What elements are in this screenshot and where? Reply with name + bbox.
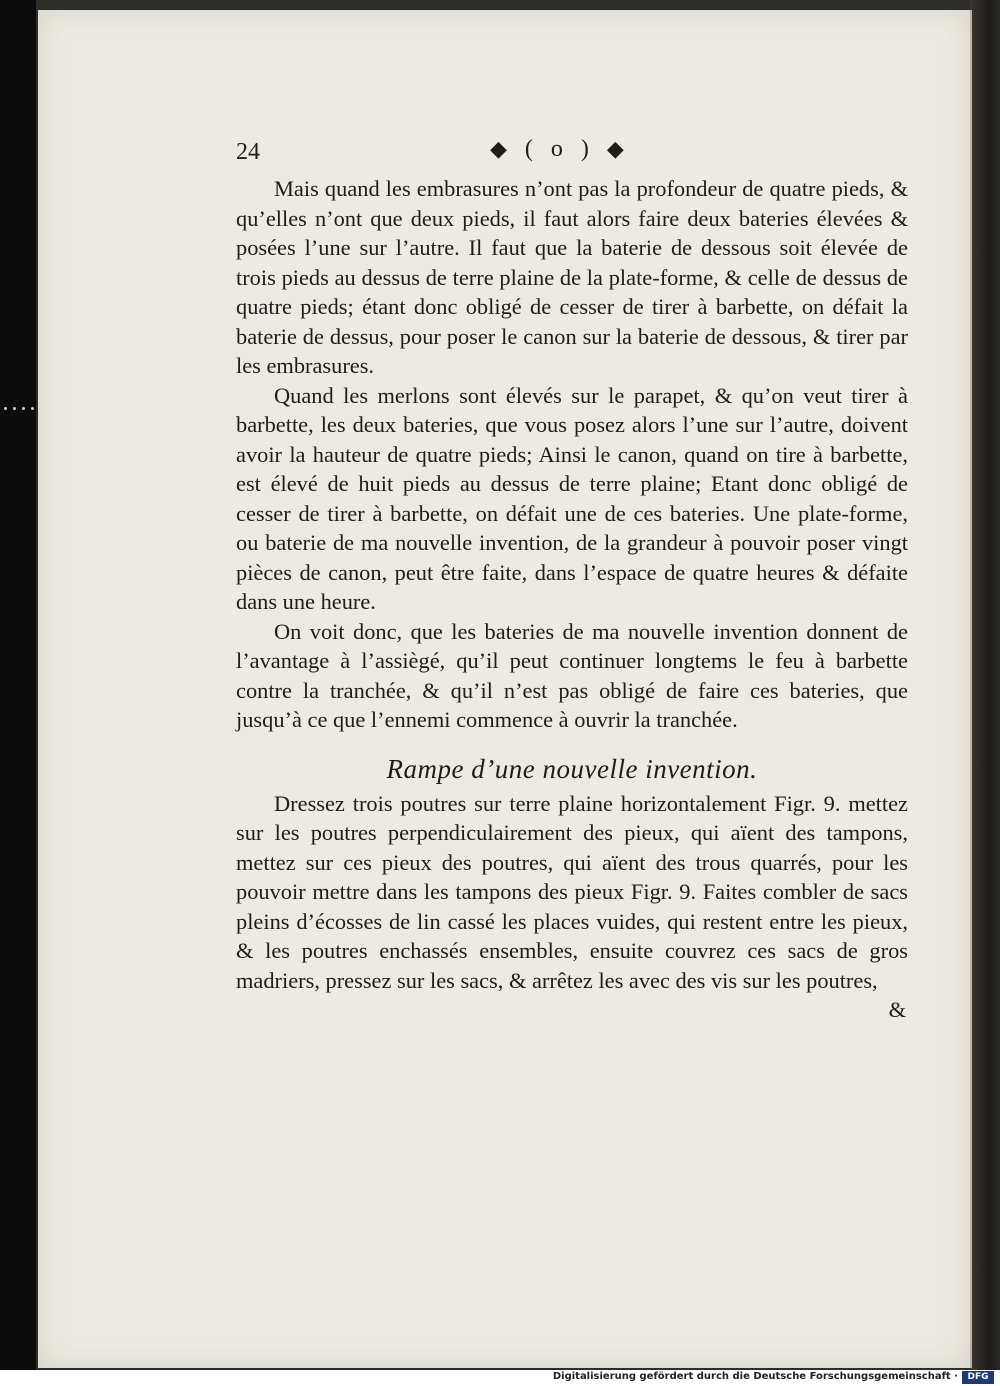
scan-ruler-dots bbox=[2, 405, 36, 413]
header-ornament-text: ( o ) bbox=[524, 136, 595, 162]
header-ornament bbox=[490, 134, 630, 165]
section-title: Rampe d’une nouvelle invention. bbox=[386, 753, 758, 784]
scan-margin-left bbox=[0, 0, 36, 1370]
paragraph-embrasures: Mais quand les embrasures n’ont pas la profondeur de quatre pieds, & qu’elles n’ont que deux pieds, il faut alors faire deux bateries élevées & posées l’une sur l’autre. Il faut que la baterie de dessous soit élevée de trois pieds au dessus de terre plaine de la plate-forme, & celle de dessus de quatre pieds; étant donc obligé de cesser de tirer à barbette, on défait la baterie de dessus, pour poser le canon sur la baterie de dessous, & tirer par les embrasures. bbox=[236, 176, 908, 378]
diamond-ornament-icon: ◆ bbox=[606, 136, 630, 161]
paragraph-merlons: Quand les merlons sont élevés sur le parapet, & qu’on veut tirer à barbette, les deux bateries, que vous posez alors l’une sur l’autre, doivent avoir la hauteur de quatre pieds; Ainsi le canon, quand on tire à barbette, est élevé de huit pieds au dessus de terre plaine; Etant donc obligé de cesser de tirer à barbette, on défait une de ces bateries. Une plate-forme, ou baterie de ma nouvelle invention, de la grandeur à pouvoir poser vingt pièces de canon, peut être faite, dans l’espace de quatre heures & défaite dans une heure. bbox=[236, 382, 908, 614]
book-binding-edge bbox=[970, 0, 1000, 1370]
paragraph-rampe: Dressez trois poutres sur terre plaine horizontalement Figr. 9. mettez sur les poutres perpendiculairement des pieux, qui aïent des tampons, mettez sur ces pieux des poutres, qui aïent des trous quarrés, pour les pouvoir mettre dans les tampons des pieux Figr. 9. Faites combler de sacs pleins d’écosses de lin cassé les places vuides, qui restent entre les pieux, & les poutres enchassés ensembles, ensuite couvrez ces sacs de gros madriers, pressez sur les sacs, & arrêtez les avec des vis sur les poutres, bbox=[236, 790, 908, 993]
diamond-ornament-icon: ◆ bbox=[490, 136, 513, 161]
page-text-block bbox=[236, 134, 908, 1025]
page-header bbox=[236, 134, 908, 170]
digitization-footer bbox=[0, 1370, 1000, 1386]
catchword: & bbox=[888, 997, 906, 1022]
funding-credit: Digitalisierung gefördert durch die Deutsche Forschungsgemeinschaft · bbox=[552, 1371, 958, 1382]
book-page bbox=[38, 10, 972, 1368]
paragraph-advantage: On voit donc, que les bateries de ma nouvelle invention donnent de l’avantage à l’assiègé, qu’il peut continuer longtems le feu à barbette contre la tranchée, & qu’il n’est pas obligé de faire ces bateries, que jusqu’à ce que l’ennemi commence à ouvrir la tranchée. bbox=[236, 618, 908, 732]
page-number: 24 bbox=[236, 139, 260, 165]
dfg-logo: DFG bbox=[962, 1371, 994, 1384]
